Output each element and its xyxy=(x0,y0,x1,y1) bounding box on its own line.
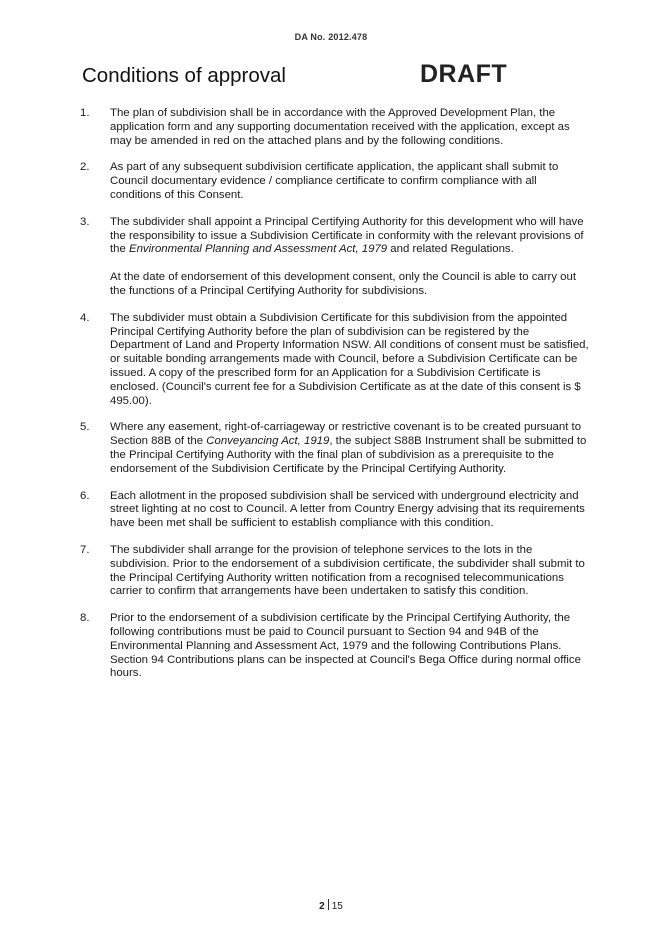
condition-paragraph xyxy=(110,161,590,202)
da-number: DA No. 2012.478 xyxy=(294,32,368,42)
condition-number: 1. xyxy=(80,107,90,119)
condition-number: 4. xyxy=(80,311,90,324)
condition-text: The subdivider shall appoint a Principal Certifying Authority for this development who will have the responsibility to issue a Subdivision Certificate in conformity with the relevant provisions of the xyxy=(110,215,584,256)
condition-body xyxy=(110,107,590,148)
draft-watermark: DRAFT xyxy=(420,60,508,88)
act-title: Conveyancing Act, 1919 xyxy=(206,435,330,448)
page-number xyxy=(0,899,662,912)
condition-number: 7. xyxy=(80,543,90,556)
condition-text: Where any easement, right-of-carriageway or restrictive covenant is to be created pursuant to Section 88B of the xyxy=(110,421,582,448)
condition-text: At the date of endorsement of this development consent, only the Council is able to carry out the functions of a Principal Certifying Authority for subdivisions. xyxy=(110,271,577,297)
condition-item xyxy=(80,421,590,476)
condition-text: Prior to the endorsement of a subdivision certificate by the Principal Certifying Authority, the following contributions must be paid to Council pursuant to Section 94 and 94B of the Environmental Planning and Assessment Act, 1979 and the following Contributions Plans. Section 94 Contributions plans can be inspected at Council's Bega Office during normal office hours. xyxy=(110,612,581,680)
page-separator xyxy=(328,899,329,910)
condition-text: The plan of subdivision shall be in accordance with the Approved Development Plan, the application form and any supporting documentation received with the application, except as may be amended in red on the attached plans and by the following conditions. xyxy=(110,107,570,147)
condition-number: 3. xyxy=(80,215,90,228)
condition-text: The subdivider must obtain a Subdivision Certificate for this subdivision from the appointed Principal Certifying Authority before the plan of subdivision can be registered by the Department of Land and Property Information NSW. All conditions of consent must be satisfied, or suitable bonding arrangements made with Council, before a Subdivision Certificate can be issued. A copy of the prescribed form for an Application for a Subdivision Certificate is enclosed. (Council's current fee for a Subdivision Certificate as at the date of this consent is $ 495.00). xyxy=(110,311,589,407)
condition-text: and related Regulations. xyxy=(387,243,514,256)
condition-item xyxy=(80,490,590,531)
condition-paragraph xyxy=(110,421,590,476)
page-title: Conditions of approval xyxy=(82,64,286,87)
condition-item xyxy=(80,312,590,409)
page-current: 2 xyxy=(319,901,325,912)
condition-item xyxy=(80,216,590,299)
condition-number: 6. xyxy=(80,489,90,502)
condition-body xyxy=(110,490,590,531)
condition-paragraph xyxy=(110,490,590,531)
condition-number: 5. xyxy=(80,421,90,434)
condition-body xyxy=(110,216,590,299)
condition-item xyxy=(80,161,590,202)
condition-paragraph xyxy=(110,216,590,257)
condition-number: 2. xyxy=(80,161,90,174)
page-total: 15 xyxy=(331,901,343,912)
condition-paragraph xyxy=(110,312,590,409)
condition-body xyxy=(110,161,590,202)
condition-body xyxy=(110,612,590,681)
condition-body xyxy=(110,312,590,409)
condition-paragraph xyxy=(110,544,590,599)
condition-text: Each allotment in the proposed subdivision shall be serviced with underground electricity and street lighting at no cost to Council. A letter from Country Energy advising that its requirements have been met shall be sufficient to establish compliance with this condition. xyxy=(110,489,585,530)
condition-text: As part of any subsequent subdivision certificate application, the applicant shall submit to Council documentary evidence / compliance certificate to confirm compliance with all conditions of this Consent. xyxy=(110,161,559,201)
condition-paragraph xyxy=(110,107,590,148)
condition-body xyxy=(110,421,590,476)
condition-text: The subdivider shall arrange for the provision of telephone services to the lots in the subdivision. Prior to the endorsement of a subdivision certificate, the subdivider shall submit to the Principal Certifying Authority written notification from a recognised telecommunications carrier to confirm that arrangements have been undertaken to satisfy this condition. xyxy=(110,543,585,598)
condition-item xyxy=(80,107,590,148)
conditions-list xyxy=(80,107,590,694)
act-title: Environmental Planning and Assessment Act, 1979 xyxy=(129,243,388,256)
condition-body xyxy=(110,544,590,599)
condition-item xyxy=(80,544,590,599)
condition-item xyxy=(80,612,590,681)
condition-paragraph xyxy=(110,612,590,681)
condition-number: 8. xyxy=(80,612,90,625)
condition-text: , the subject S88B Instrument shall be submitted to the Principal Certifying Authority with the final plan of subdivision as a prerequisite to the endorsement of the Subdivision Certificate by the Principal Certifying Authority. xyxy=(110,435,587,475)
condition-paragraph xyxy=(110,271,590,299)
